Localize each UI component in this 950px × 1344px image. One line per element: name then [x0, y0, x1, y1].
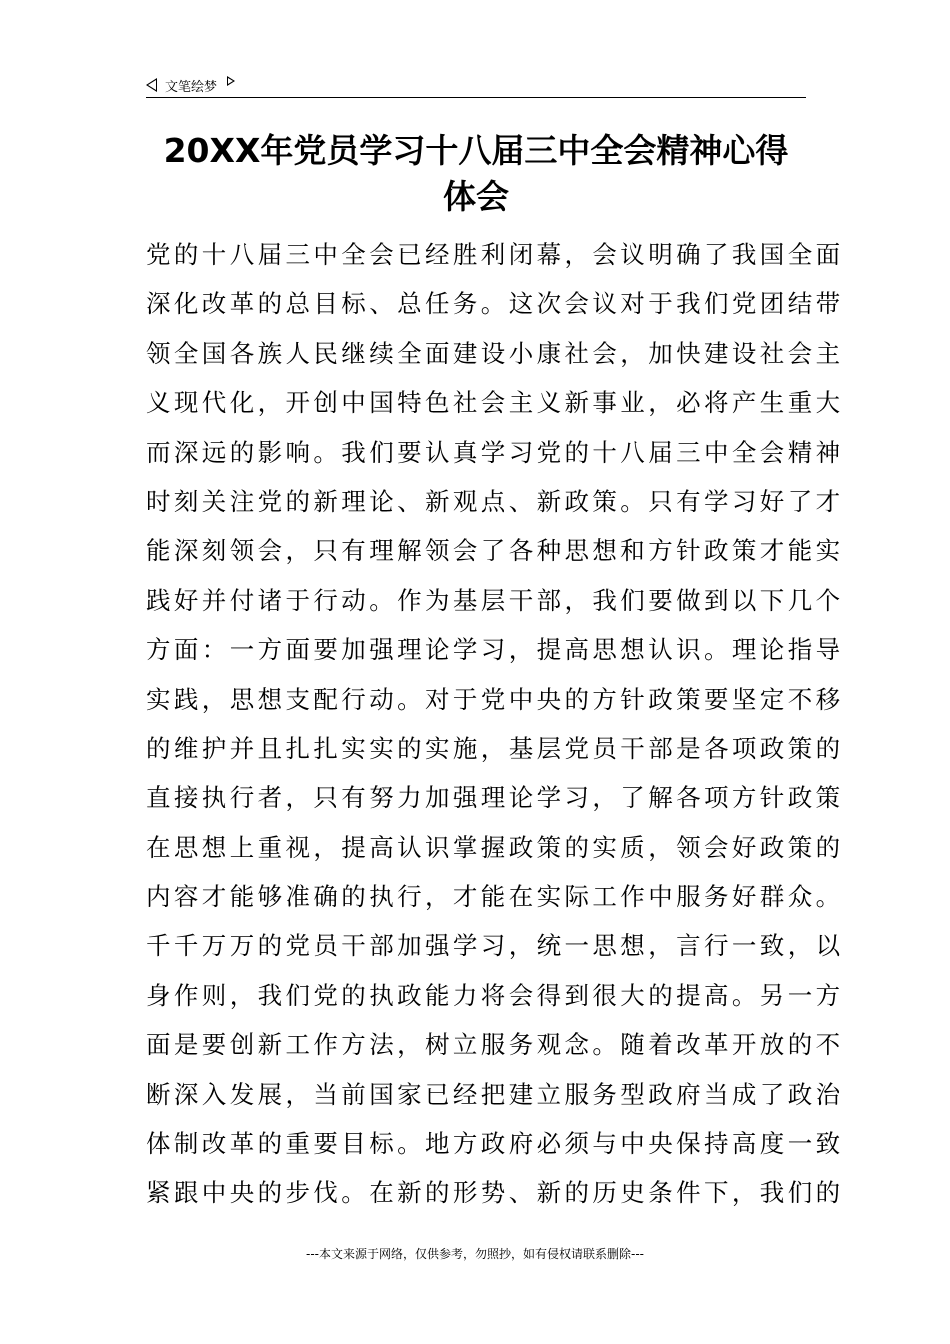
body-line: 时刻关注党的新理论、新观点、新政策。只有学习好了才 — [146, 486, 844, 516]
body-line: 直接执行者，只有努力加强理论学习，了解各项方针政策 — [146, 783, 844, 813]
body-line: 断深入发展，当前国家已经把建立服务型政府当成了政治 — [146, 1079, 844, 1109]
page-footer: ---本文来源于网络，仅供参考，勿照抄，如有侵权请联系删除--- — [306, 1247, 644, 1261]
body-line: 紧跟中央的步伐。在新的形势、新的历史条件下，我们的 — [146, 1178, 844, 1208]
body-line: 体制改革的重要目标。地方政府必须与中央保持高度一致 — [146, 1129, 844, 1159]
body-line: 身作则，我们党的执政能力将会得到很大的提高。另一方 — [146, 980, 844, 1010]
body-line: 而深远的影响。我们要认真学习党的十八届三中全会精神 — [146, 437, 844, 467]
body-line: 面是要创新工作方法，树立服务观念。随着改革开放的不 — [146, 1030, 844, 1060]
page-header — [146, 74, 235, 96]
body-line: 践好并付诸于行动。作为基层干部，我们要做到以下几个 — [146, 585, 844, 615]
body-line: 能深刻领会，只有理解领会了各种思想和方针政策才能实 — [146, 536, 844, 566]
body-line: 的维护并且扎扎实实的实施，基层党员干部是各项政策的 — [146, 733, 844, 763]
body-line: 内容才能够准确的执行，才能在实际工作中服务好群众。 — [146, 882, 844, 912]
title-line-1: 20XX年党员学习十八届三中全会精神心得 — [163, 131, 789, 170]
title-line-2: 体会 — [443, 177, 509, 216]
header-label: 文笔绘梦 — [165, 79, 218, 95]
body-line: 实践，思想支配行动。对于党中央的方针政策要坚定不移 — [146, 684, 844, 714]
body-line: 义现代化，开创中国特色社会主义新事业，必将产生重大 — [146, 388, 844, 418]
header-divider — [146, 97, 806, 98]
triangle-right-icon — [227, 76, 235, 86]
document-title — [146, 128, 806, 220]
body-line: 千千万万的党员干部加强学习，统一思想，言行一致，以 — [146, 931, 844, 961]
body-line: 在思想上重视，提高认识掌握政策的实质，领会好政策的 — [146, 832, 844, 862]
body-line: 深化改革的总目标、总任务。这次会议对于我们党团结带 — [146, 289, 844, 319]
body-line: 方面：一方面要加强理论学习，提高思想认识。理论指导 — [146, 635, 844, 665]
body-line: 党的十八届三中全会已经胜利闭幕，会议明确了我国全面 — [146, 240, 844, 269]
body-line: 领全国各族人民继续全面建设小康社会，加快建设社会主 — [146, 338, 844, 368]
document-body — [146, 230, 844, 1218]
triangle-left-icon — [146, 78, 157, 92]
